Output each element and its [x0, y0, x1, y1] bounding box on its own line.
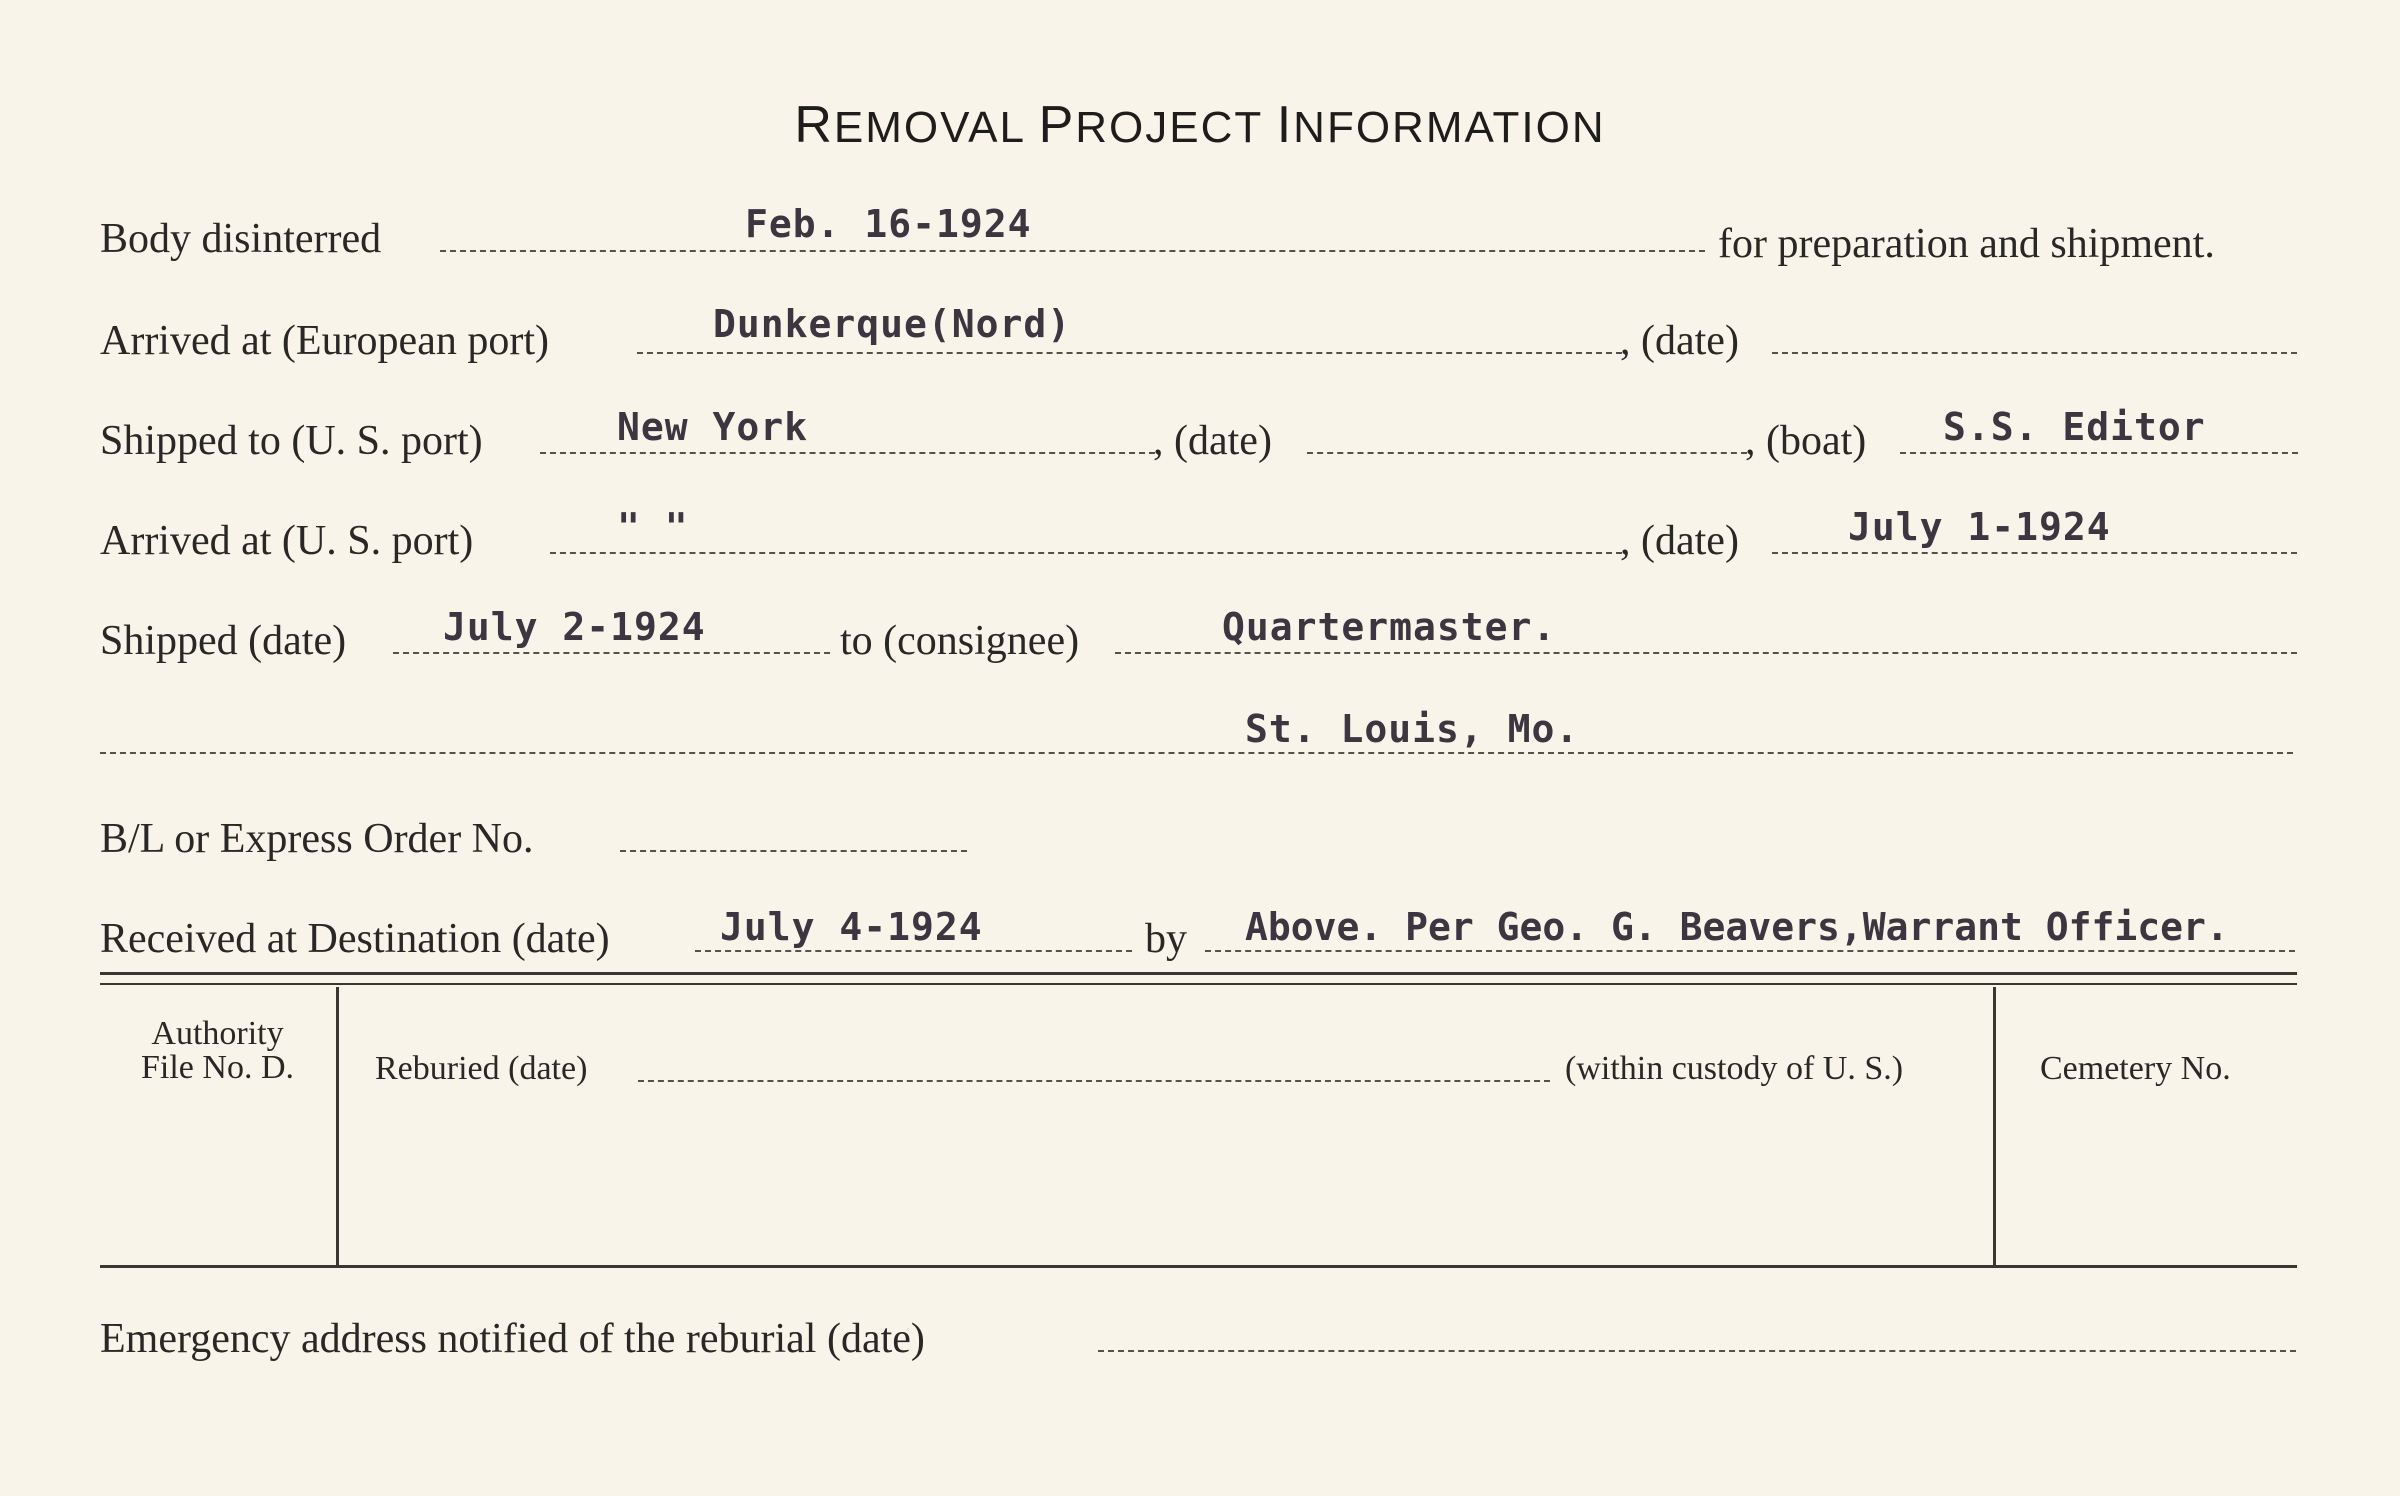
field-disinterred-line [440, 250, 1705, 252]
value-shipped-date: July 2-1924 [443, 605, 706, 649]
field-emergency-line [1098, 1350, 2296, 1352]
label-us-port-date: , (date) [1153, 418, 1272, 464]
value-received-date: July 4-1924 [720, 905, 983, 949]
field-reburied-line [638, 1080, 1550, 1082]
box-divider-right [1993, 987, 1996, 1265]
label-file-no: File No. D. [141, 1049, 294, 1086]
label-cemetery-no: Cemetery No. [2040, 1050, 2231, 1087]
field-received-date-line [695, 950, 1132, 952]
field-european-port-line [637, 352, 1622, 354]
label-within-custody: (within custody of U. S.) [1565, 1050, 1904, 1087]
box-top-rule-2 [100, 983, 2297, 985]
value-arrived-us-port: " " [617, 505, 689, 549]
field-us-port-line [540, 452, 1155, 454]
label-arrived-us: Arrived at (U. S. port) [100, 518, 474, 564]
label-by: by [1145, 916, 1187, 962]
label-received-destination: Received at Destination (date) [100, 916, 610, 962]
field-shipped-date-line [393, 652, 830, 654]
value-boat: S.S. Editor [1943, 405, 2206, 449]
value-us-port: New York [617, 405, 809, 449]
card-title: REMOVAL PROJECT INFORMATION [794, 96, 1606, 154]
label-body-disinterred: Body disinterred [100, 216, 382, 262]
box-divider-left [336, 987, 339, 1265]
field-consignee-line2 [100, 752, 2293, 754]
label-emergency: Emergency address notified of the reburial (date) [100, 1316, 925, 1362]
box-top-rule-1 [100, 972, 2297, 975]
field-bl-line [620, 850, 967, 852]
field-us-port-date-line [1307, 452, 1747, 454]
authority-file-label [100, 1017, 335, 1085]
box-bottom-rule [100, 1265, 2297, 1268]
field-boat-line [1900, 452, 2298, 454]
label-authority: Authority [151, 1015, 284, 1052]
label-boat: , (boat) [1745, 418, 1867, 464]
value-received-by: Above. Per Geo. G. Beavers,Warrant Officer. [1245, 905, 2229, 949]
value-european-port: Dunkerque(Nord) [713, 302, 1072, 346]
field-arrived-us-date-line [1772, 552, 2297, 554]
label-reburied: Reburied (date) [375, 1050, 588, 1087]
value-arrived-us-date: July 1-1924 [1848, 505, 2111, 549]
label-european-date: , (date) [1620, 318, 1739, 364]
label-bl-express: B/L or Express Order No. [100, 816, 534, 862]
field-consignee-line [1115, 652, 2297, 654]
label-arrived-us-date: , (date) [1620, 518, 1739, 564]
field-received-by-line [1205, 950, 2295, 952]
label-shipped-date: Shipped (date) [100, 618, 347, 664]
value-consignee-line2: St. Louis, Mo. [1245, 707, 1580, 751]
value-disinterred-date: Feb. 16-1924 [745, 202, 1032, 246]
label-for-preparation: for preparation and shipment. [1718, 221, 2215, 267]
value-consignee-line1: Quartermaster. [1222, 605, 1557, 649]
label-to-consignee: to (consignee) [840, 618, 1080, 664]
label-shipped-to-us: Shipped to (U. S. port) [100, 418, 483, 464]
label-arrived-european: Arrived at (European port) [100, 318, 549, 364]
field-european-date-line [1772, 352, 2297, 354]
field-arrived-us-line [550, 552, 1622, 554]
